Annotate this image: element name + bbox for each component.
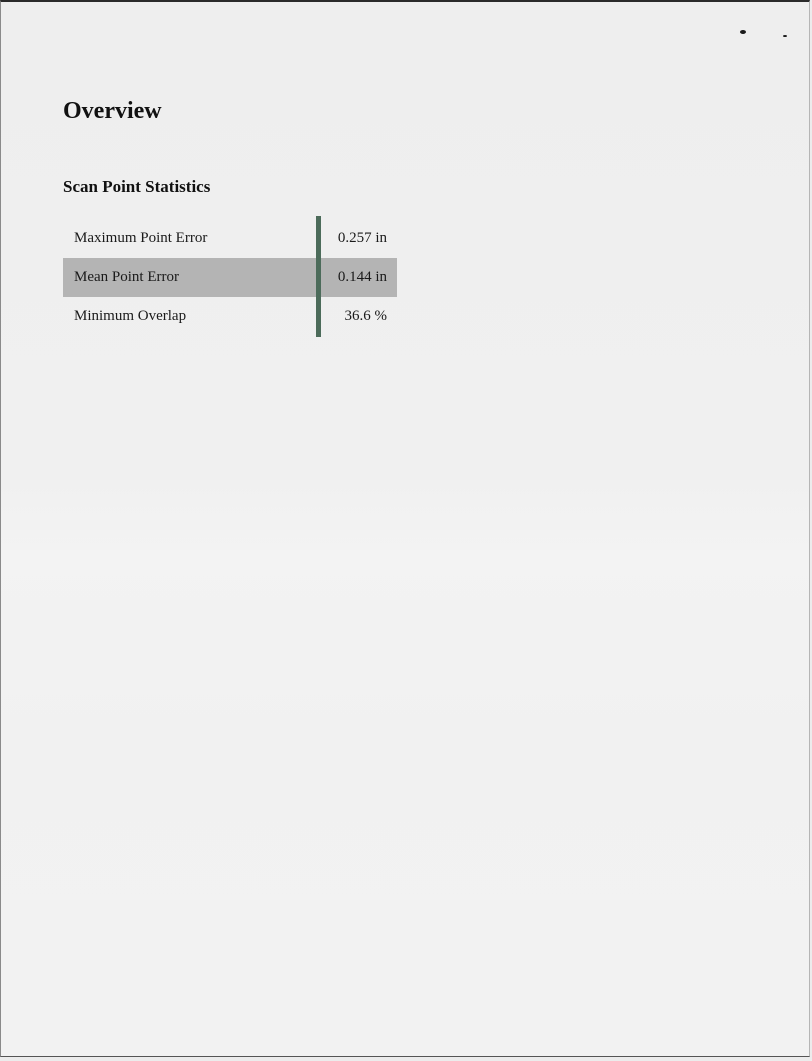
scan-speck [783, 35, 787, 37]
stat-value: 0.257 in [337, 230, 387, 246]
table-row [63, 219, 397, 258]
scan-point-statistics-table [63, 219, 397, 336]
scan-speck [740, 30, 746, 34]
section-title: Scan Point Statistics [63, 177, 211, 196]
stat-label: Minimum Overlap [74, 308, 187, 324]
stat-value: 36.6 % [344, 308, 387, 324]
column-divider [316, 216, 321, 258]
stat-value: 0.144 in [337, 269, 387, 285]
stat-label: Maximum Point Error [74, 230, 208, 246]
stat-label: Mean Point Error [74, 269, 179, 285]
table-row [63, 258, 397, 297]
table-row [63, 297, 397, 336]
column-divider [316, 297, 321, 337]
page-title: Overview [63, 98, 162, 124]
column-divider [316, 258, 321, 297]
